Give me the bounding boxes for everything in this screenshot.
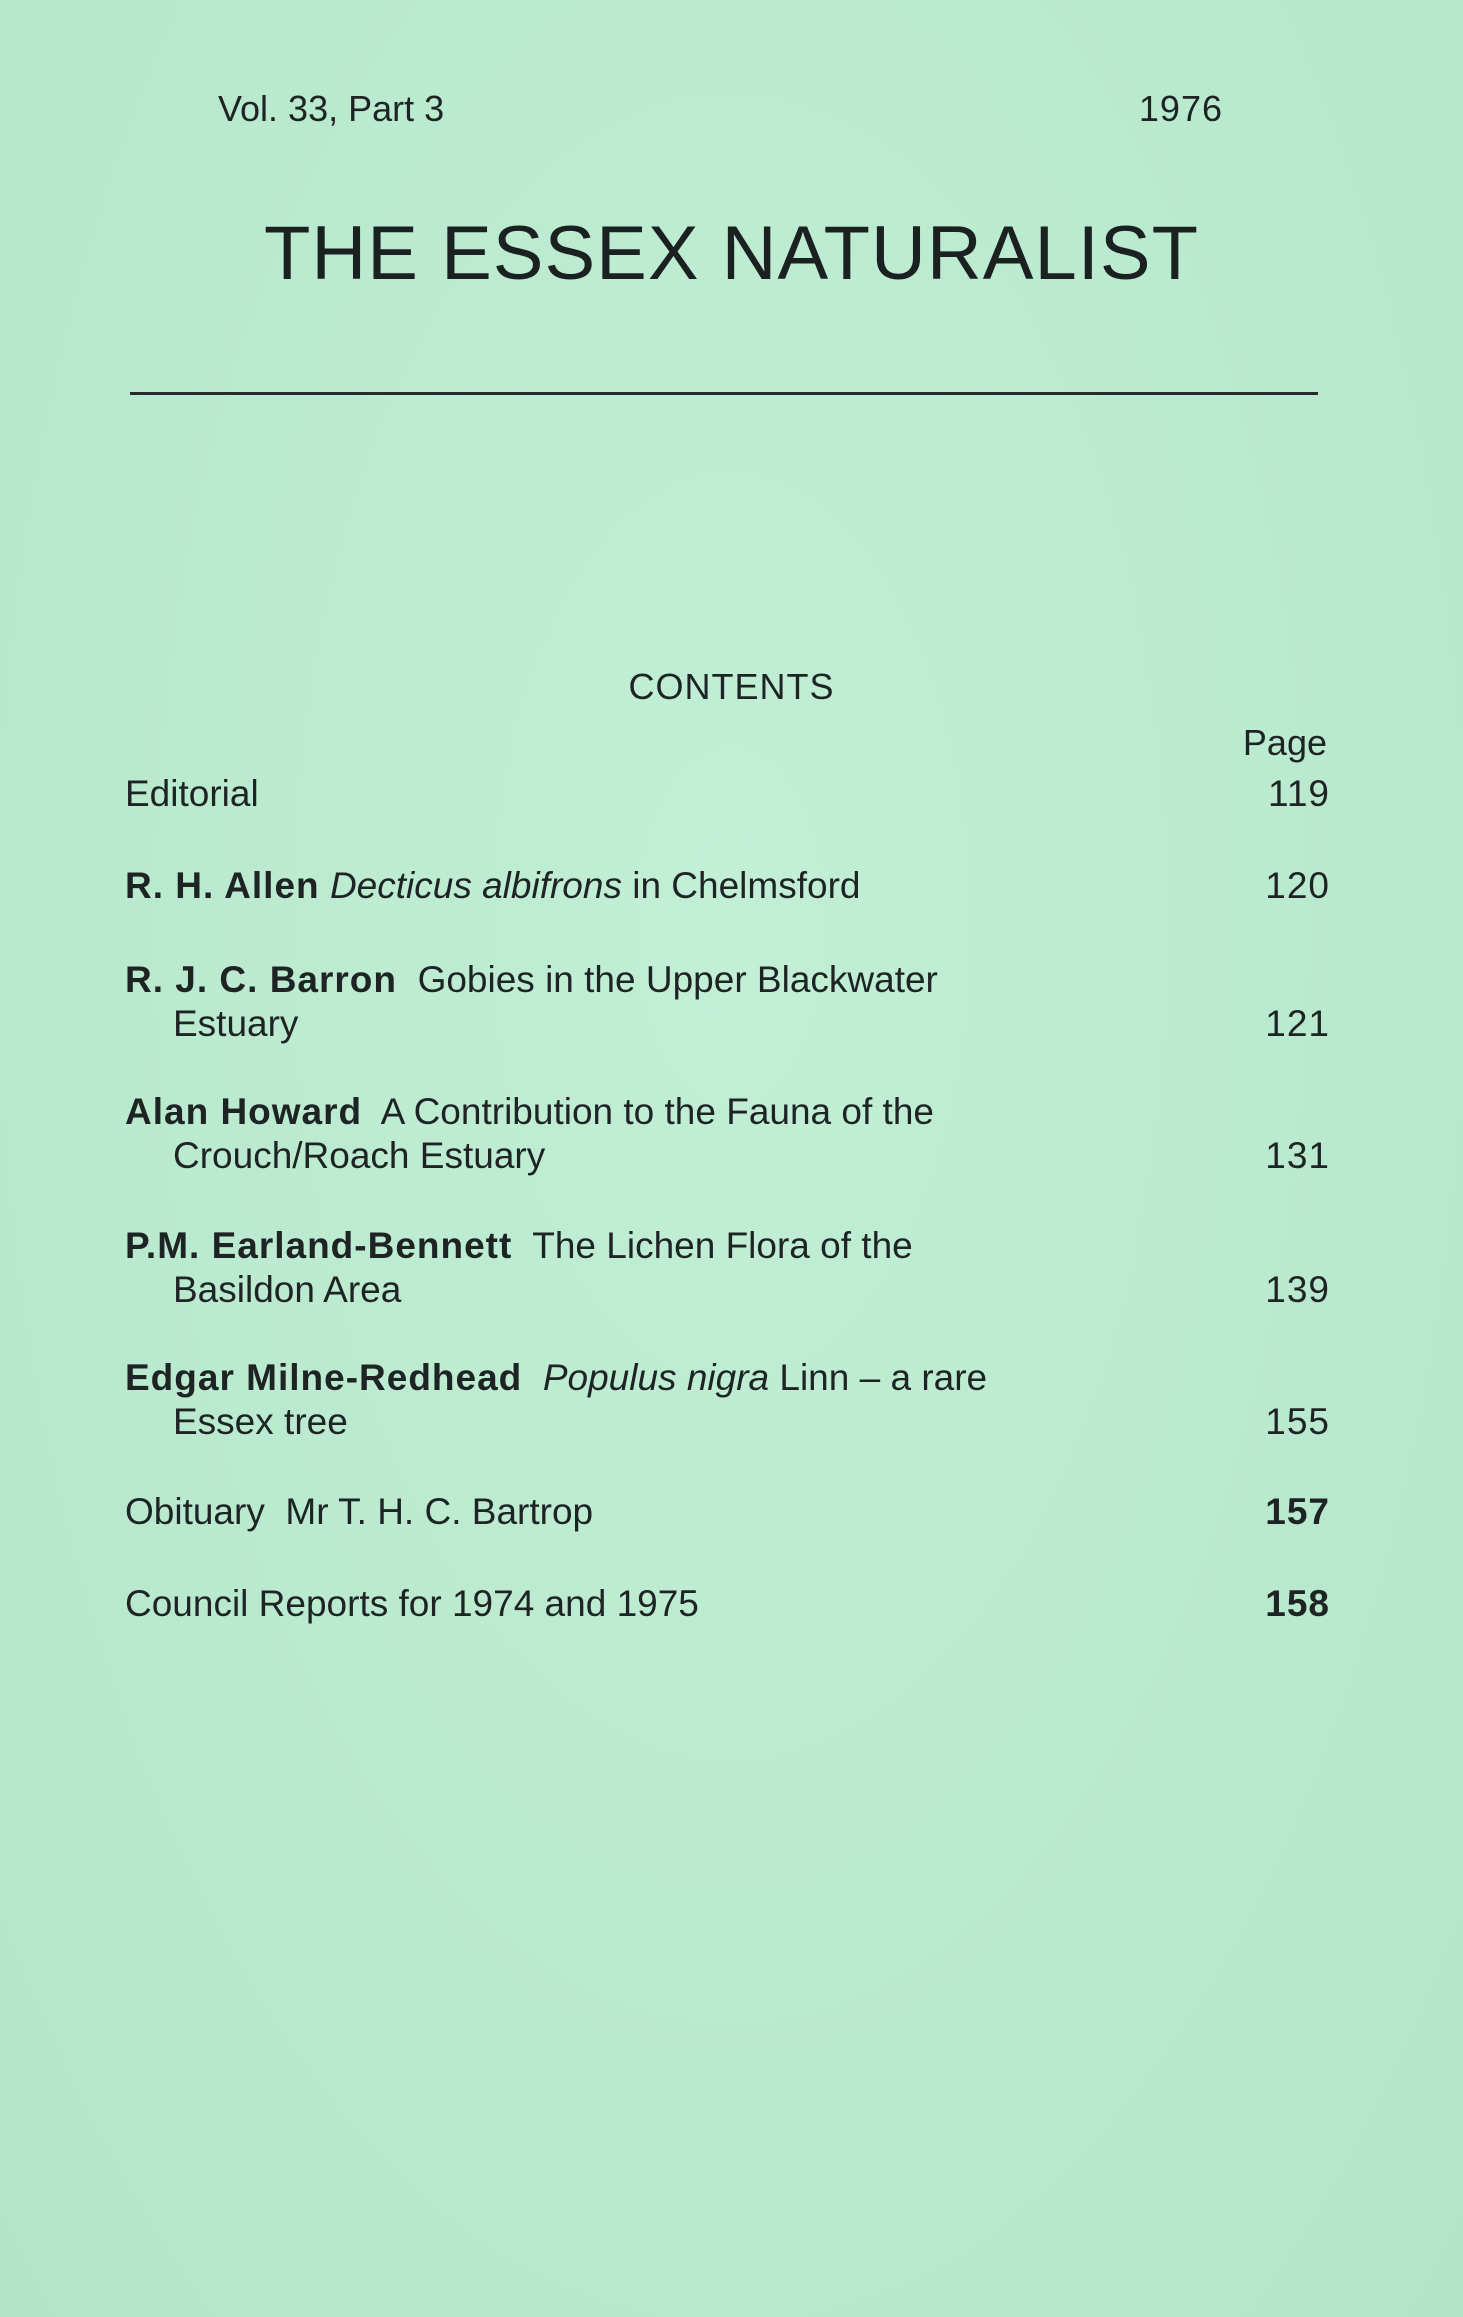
toc-entry-obituary (125, 1490, 1330, 1534)
toc-entry-text (125, 864, 1125, 908)
page-column-heading: Page (1242, 722, 1327, 763)
page-number: 155 (1265, 1401, 1330, 1442)
volume-label: Vol. 33, Part 3 (218, 88, 445, 129)
entry-title: A Contribution to the Fauna of the (380, 1091, 934, 1132)
toc-entry-text (125, 1224, 1125, 1312)
issue-header (218, 88, 1223, 138)
page-number: 158 (1265, 1583, 1330, 1624)
toc-entry-text (125, 772, 1125, 816)
toc-entry-text (125, 958, 1125, 1046)
entry-title-continuation: Estuary (173, 1003, 299, 1044)
toc-entry-editorial (125, 772, 1330, 816)
entry-title-suffix: Linn – a rare (769, 1357, 988, 1398)
toc-entry-text (125, 1582, 1125, 1626)
entry-title-suffix: in Chelmsford (621, 865, 861, 906)
entry-author: Edgar Milne-Redhead (125, 1357, 523, 1398)
entry-author: R. H. Allen (125, 865, 320, 906)
entry-title-italic: Decticus albifrons (329, 865, 622, 906)
toc-entry-text (125, 1490, 1125, 1534)
page-number: 139 (1265, 1269, 1330, 1310)
entry-title-continuation: Basildon Area (173, 1269, 402, 1310)
entry-author: P.M. Earland-Bennett (125, 1225, 513, 1266)
page-number: 120 (1265, 865, 1330, 906)
toc-entry-milne-redhead (125, 1356, 1330, 1444)
toc-entry-earland-bennett (125, 1224, 1330, 1312)
entry-title-continuation: Essex tree (173, 1401, 348, 1442)
page-number: 131 (1265, 1135, 1330, 1176)
entry-title-italic: Populus nigra (542, 1357, 770, 1398)
toc-entry-barron (125, 958, 1330, 1046)
toc-entry-howard (125, 1090, 1330, 1178)
contents-heading: CONTENTS (628, 666, 835, 707)
entry-title: Gobies in the Upper Blackwater (417, 959, 938, 1000)
year-label: 1976 (1138, 88, 1223, 129)
page-number: 157 (1265, 1491, 1330, 1532)
entry-title: The Lichen Flora of the (532, 1225, 913, 1266)
toc-entry-text (125, 1090, 1125, 1178)
entry-title-continuation: Crouch/Roach Estuary (173, 1135, 546, 1176)
page-number: 121 (1265, 1003, 1330, 1044)
entry-title: Editorial (125, 773, 259, 814)
journal-title: THE ESSEX NATURALIST (263, 211, 1199, 296)
title-divider (130, 392, 1318, 395)
entry-title: Obituary Mr T. H. C. Bartrop (125, 1491, 594, 1532)
entry-author: Alan Howard (125, 1091, 363, 1132)
entry-author: R. J. C. Barron (125, 959, 397, 1000)
toc-entry-text (125, 1356, 1125, 1444)
page-number: 119 (1268, 773, 1330, 814)
toc-entry-council-reports (125, 1582, 1330, 1626)
entry-title: Council Reports for 1974 and 1975 (125, 1583, 699, 1624)
toc-entry-allen (125, 864, 1330, 908)
